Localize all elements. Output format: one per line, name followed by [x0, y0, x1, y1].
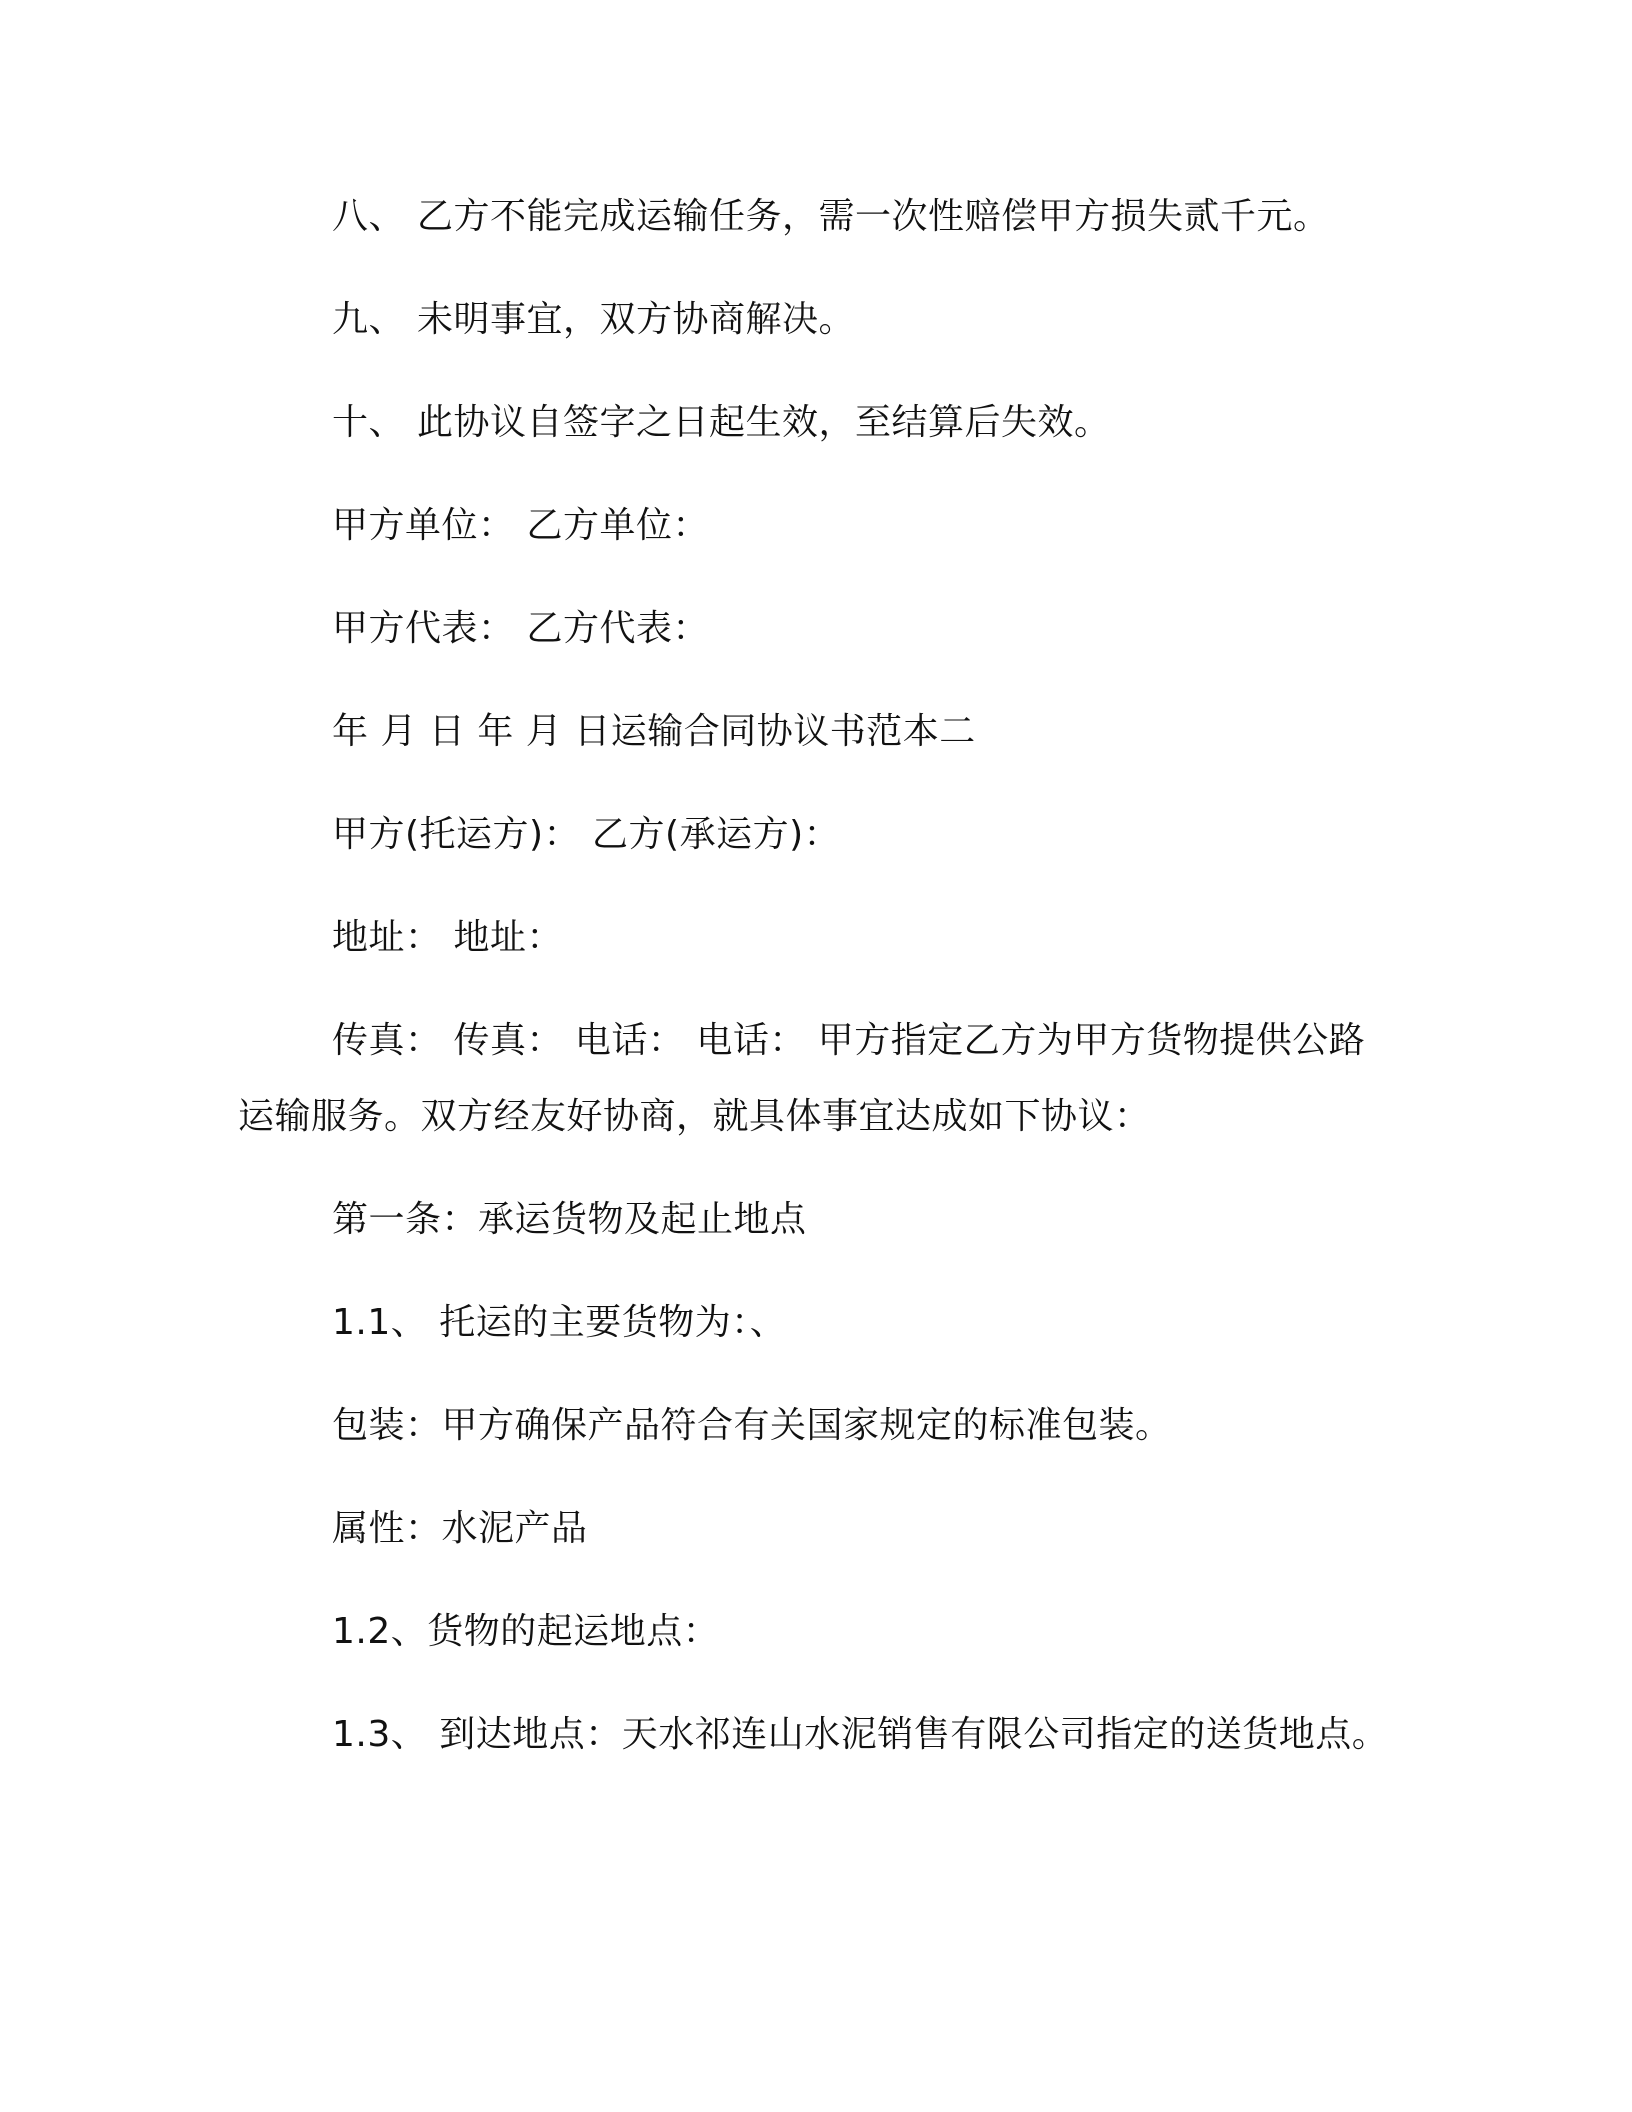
packaging-line: 包装：甲方确保产品符合有关国家规定的标准包装。	[332, 1405, 1172, 1446]
parties-line: 甲方(托运方)： 乙方(承运方)：	[332, 814, 841, 855]
clause-eight: 八、 乙方不能完成运输任务，需一次性赔偿甲方损失贰千元。	[332, 196, 1330, 237]
address-line: 地址： 地址：	[332, 917, 563, 958]
attribute-line: 属性：水泥产品	[332, 1508, 588, 1549]
fax-phone-line: 传真： 传真： 电话： 电话： 甲方指定乙方为甲方货物提供公路	[332, 1020, 1366, 1061]
party-representatives-line: 甲方代表： 乙方代表：	[332, 608, 709, 649]
party-units-line: 甲方单位： 乙方单位：	[332, 505, 709, 546]
item-1-3: 1.3、 到达地点：天水祁连山水泥销售有限公司指定的送货地点。	[332, 1714, 1389, 1755]
item-1-1: 1.1、 托运的主要货物为：、	[332, 1302, 787, 1343]
date-and-heading-line: 年 月 日 年 月 日运输合同协议书范本二	[332, 711, 976, 752]
agreement-intro-line: 运输服务。双方经友好协商，就具体事宜达成如下协议：	[238, 1096, 1151, 1137]
article-one-heading: 第一条：承运货物及起止地点	[332, 1199, 807, 1240]
item-1-2: 1.2、货物的起运地点：	[332, 1611, 720, 1652]
clause-ten: 十、 此协议自签字之日起生效，至结算后失效。	[332, 402, 1111, 443]
clause-nine: 九、 未明事宜，双方协商解决。	[332, 299, 855, 340]
